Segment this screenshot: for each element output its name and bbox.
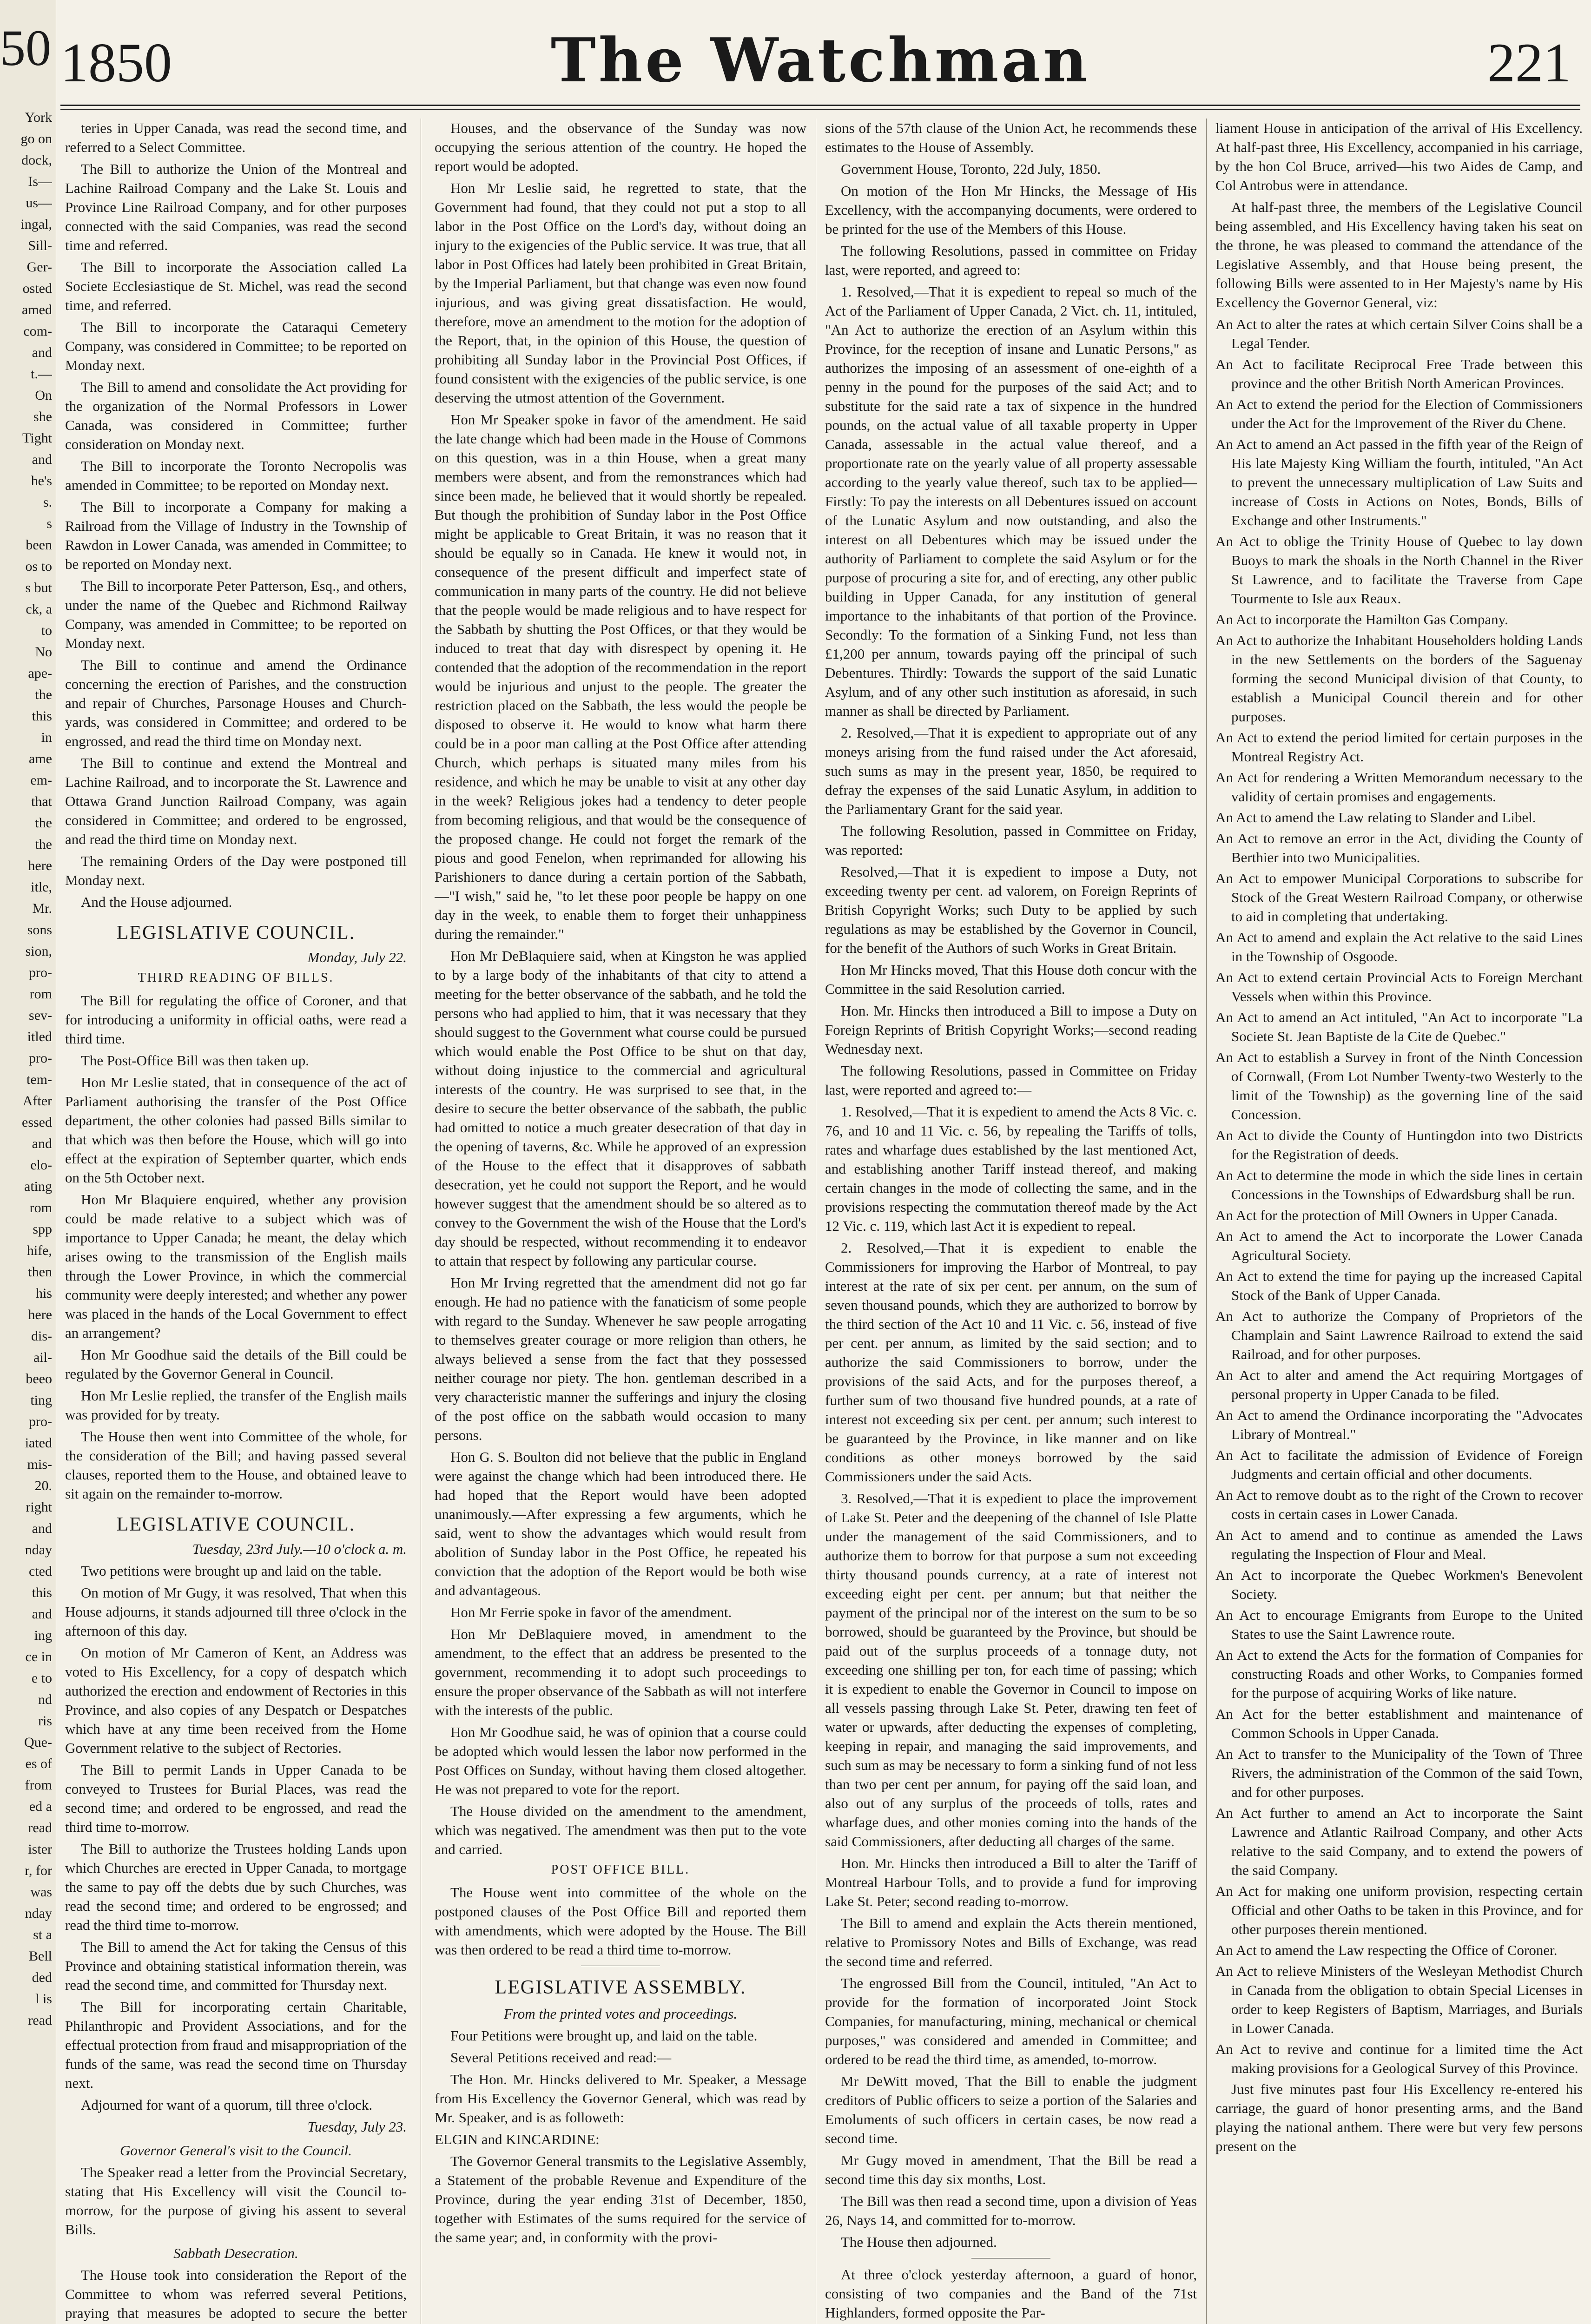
paragraph: On motion of Mr Cameron of Kent, an Address was voted to His Excellency, for a copy of despatch which authorized the erection and endowment of Rectories in this Province, and also copies of any Despatch or Despatches which have at any time been received from the Home Government relative to the subject of Rectories.: [65, 1644, 407, 1756]
gutter-fragment: elo-: [30, 1157, 52, 1173]
gutter-fragment: ail-: [33, 1350, 52, 1365]
gutter-fragment: pro-: [29, 965, 52, 980]
paragraph: Hon. Mr. Hincks then introduced a Bill to alter the Tariff of Montreal Harbour Tolls, and to provide a fund for improving Lake St. Peter; second reading to-morrow.: [825, 1855, 1197, 1909]
gutter-fragment: was: [30, 1884, 52, 1900]
act-list-item: An Act to amend the Law respecting the Office of Coroner.: [1215, 1942, 1558, 1958]
act-list-item: An Act to authorize the Company of Proprietors of the Champlain and Saint Lawrence Railroad to extend the said Railroad, and for other purposes.: [1215, 1308, 1583, 1362]
act-list-item: An Act to incorporate the Hamilton Gas Company.: [1215, 611, 1508, 627]
act-list-item: An Act for rendering a Written Memorandum necessary to the validity of certain promises and engagements.: [1215, 769, 1583, 805]
gutter-fragment: here: [28, 858, 52, 873]
gutter-fragment: ting: [30, 1393, 52, 1408]
act-list-item: An Act to facilitate the admission of Evidence of Foreign Judgments and certain official and other documents.: [1215, 1447, 1583, 1482]
masthead-rule: [60, 105, 1580, 106]
paragraph: The Bill to incorporate the Association called La Societe Ecclesiastique de St. Michel, was read the second time, and referred.: [65, 259, 407, 313]
paragraph: Four Petitions were brought up, and laid on the table.: [450, 2027, 758, 2044]
gutter-fragment: ame: [29, 751, 52, 766]
act-list-item: An Act to relieve Ministers of the Wesleyan Methodist Church in Canada from the obligation to obtain Special Licenses in order to keep Registers of Baptism, Marriages, and Burials in Lower Canada.: [1215, 1963, 1583, 2036]
gutter-fragment: Bell: [29, 1948, 52, 1964]
gutter-fragment: nday: [25, 1542, 52, 1558]
section-subtitle: From the printed votes and proceedings.: [503, 2006, 738, 2022]
gutter-fragment: go on: [20, 131, 52, 146]
gutter-fragment: in: [41, 730, 52, 745]
act-list-item: An Act to amend the Ordinance incorporating the "Advocates Library of Montreal.": [1215, 1407, 1583, 1442]
act-list-item: An Act to amend the Law relating to Slander and Libel.: [1215, 809, 1536, 825]
gutter-fragment: essed: [22, 1115, 52, 1130]
column-divider: [1206, 119, 1207, 2324]
paragraph: Government House, Toronto, 22d July, 1850.: [841, 161, 1101, 177]
gutter-fragment: itled: [27, 1029, 52, 1044]
act-list-item: An Act to establish a Survey in front of the Ninth Concession of Cornwall, (From Lot Number Twenty-two Westerly to the limit of the Township) as the governing line of the said Concession.: [1215, 1049, 1583, 1122]
gutter-fragment: itle,: [31, 879, 52, 895]
act-list-item: An Act to remove an error in the Act, dividing the County of Berthier into two Municipalities.: [1215, 830, 1583, 865]
act-list-item: An Act to determine the mode in which the side lines in certain Concessions in the Townships of Edwardsburg shall be run.: [1215, 1167, 1583, 1202]
act-list-item: An Act to remove doubt as to the right of the Crown to recover costs in certain cases in Lower Canada.: [1215, 1487, 1583, 1522]
dateline: Tuesday, July 23.: [307, 2119, 407, 2135]
act-list-item: An Act for making one uniform provision, respecting certain Official and other Oaths to be taken in this Province, and for other purposes therein mentioned.: [1215, 1883, 1583, 1937]
gutter-fragment: Tight: [22, 430, 52, 446]
gutter-fragment: No: [35, 644, 52, 660]
paragraph: Hon Mr Leslie said, he regretted to state, that the Government had found, that they could not put a stop to all labor in the Post Office on the Lord's day, without doing an injury to the exigencies of the Public service. It was true, that all labor in Post Offices had lately been prohibited in Great Britain, by the Imperial Parliament, but that change was even now found injurious, and was giving great dissatisfaction. He would, therefore, move an amendment to the motion for the adoption of the Report, that, in the opinion of this House, the question of prohibiting all Sunday labor in the Provincial Post Offices, if found consistent with the exigencies of the public service, is one deserving the utmost attention of the Government.: [435, 180, 806, 406]
paragraph: Hon G. S. Boulton did not believe that the public in England were against the change which had been introduced there. He had hoped that the Report would have been adopted unanimously.—After expressing a few arguments, which he said, went to show the advantages which would result from abolition of Sunday labor in the Post Office, he repeated his conviction that the adoption of the Report would be both wise and advantageous.: [435, 1449, 806, 1598]
gutter-fragment: to: [41, 623, 52, 638]
paragraph: The Bill to amend and consolidate the Act providing for the organization of the Normal Professors in Lower Canada, was considered in Committee; further consideration on Monday next.: [65, 379, 407, 452]
gutter-fragment: then: [28, 1264, 52, 1280]
gutter-fragment: the: [35, 687, 52, 702]
act-list-item: An Act to amend an Act intituled, "An Act to incorporate "La Societe St. Jean Baptiste de la Cite de Quebec.": [1215, 1009, 1583, 1044]
paragraph: The House took into consideration the Report of the Committee to whom was referred several Petitions, praying that measures be adopted to secure the better: [65, 2267, 407, 2321]
act-list-item: An Act to authorize the Inhabitant Householders holding Lands in the new Settlements on the borders of the Saguenay forming the second Municipal division of that County, to establish a Municipal Council therein and for other purposes.: [1215, 632, 1583, 725]
gutter-fragment: dis-: [31, 1328, 52, 1344]
gutter-fragment: right: [26, 1499, 52, 1515]
paragraph: liament House in anticipation of the arrival of His Excellency. At half-past three, His Excellency, accompanied in his carriage, by the hon Col Bruce, arrived—his two Aides de Camp, and Col Antrobus were in attendance.: [1215, 120, 1583, 193]
paragraph: 2. Resolved,—That it is expedient to appropriate out of any moneys arising from the fund raised under the Act aforesaid, such sums as may in the present year, 1850, be required to defray the expenses of the said Lunatic Asylum, in addition to the Parliamentary Grant for the said year.: [825, 725, 1197, 817]
act-list-item: An Act to extend certain Provincial Acts to Foreign Merchant Vessels when within this Province.: [1215, 969, 1583, 1004]
gutter-fragment: York: [25, 110, 52, 125]
section-heading: LEGISLATIVE COUNCIL.: [116, 922, 356, 944]
gutter-fragment: ded: [32, 1970, 52, 1985]
paragraph: The Bill to incorporate the Cataraqui Cemetery Company, was considered in Committee; to be reported on Monday next.: [65, 319, 407, 373]
paragraph: 1. Resolved,—That it is expedient to repeal so much of the Act of the Parliament of Upper Canada, 2 Vict. ch. 11, intituled, "An Act to authorize the erection of an Asylum within this Province, for the reception of insane and Lunatic Persons," as authorizes the imposing of an assessment of one-eighth of a penny in the pound for the purposes of the said Act; and to substitute for the said rate a tax of sixpence in the hundred pounds, on the actual value of all taxable property in Upper Canada, assessable in the actual value thereof, and a proportionate rate on the yearly value of all property assessable according to the yearly value thereof, such tax to be applied—Firstly: To pay the interests on all Debentures issued on account of the Lunatic Asylum and now outstanding, and also the interest on all Debentures which may be issued under the authority of Parliament to complete the said Asylum or for the purpose of procuring a site for, and of erecting, any other public building in Upper Canada, for any institution of general importance to the inhabitants of that portion of the Province. Secondly: To the formation of a Sinking Fund, not less than £1,200 per annum, towards paying off the principal of such Debentures. Thirdly: Towards the support of the said Lunatic Asylum, and of any other such institution as aforesaid, in such manner as shall be directed by Parliament.: [825, 284, 1197, 719]
act-list-item: An Act to alter and amend the Act requiring Mortgages of personal property in Upper Canada to be filed.: [1215, 1367, 1583, 1402]
newspaper-title: The Watchman: [550, 25, 1090, 96]
gutter-fragment: s but: [25, 580, 52, 595]
paragraph: Mr Gugy moved in amendment, That the Bill be read a second time this day six months, Lost.: [825, 2152, 1197, 2187]
paragraph: Hon Mr DeBlaquiere said, when at Kingston he was applied to by a large body of the inhabitants of that city to attend a meeting for the better observance of the sabbath, and he told the persons who had applied to him, that it was necessary that they should suggest to the Government what course could be pursued which would enable the Post Office to be shut on that day, without doing injustice to the commercial and agricultural interests of the country. He was surprised to see that, in the desire to secure the better observance of the sabbath, the public had omitted to notice a much greater desecration of that day in the opening of taverns, &c. While he approved of an expression of the House to the effect that it disapproves of sabbath desecration, yet he could not support the Report, and he would however suggest that the amendment should be so altered as to convey to the Government the wish of the House that the Lord's day should be respected, without recommending it to endeavor to attain that respect by following any particular course.: [435, 948, 806, 1269]
act-list-item: An Act further to amend an Act to incorporate the Saint Lawrence and Atlantic Railroad Company, and other Acts relative to the said Company, and to extend the powers of the said Company.: [1215, 1805, 1583, 1878]
act-list-item: An Act to amend and to continue as amended the Laws regulating the Inspection of Flour and Meal.: [1215, 1527, 1583, 1562]
gutter-fragment: that: [31, 794, 52, 809]
section-heading: LEGISLATIVE COUNCIL.: [116, 1514, 356, 1535]
gutter-fragment: st a: [33, 1927, 52, 1942]
gutter-fragment: beeo: [26, 1371, 52, 1386]
gutter-fragment: read: [28, 2013, 52, 2028]
act-list-item: An Act to encourage Emigrants from Europe to the United States to use the Saint Lawrence route.: [1215, 1607, 1583, 1642]
gutter-fragment: ris: [38, 1713, 52, 1729]
paragraph: The remaining Orders of the Day were postponed till Monday next.: [65, 853, 407, 888]
page-number: 221: [1487, 32, 1571, 93]
column-4: [1215, 119, 1583, 2324]
paragraph: The Bill to authorize the Trustees holding Lands upon which Churches are erected in Upper Canada, to mortgage the same to pay off the debts due by such Churches, was read the second time; and ordered to be engrossed; and read the third time to-morrow.: [65, 1841, 407, 1933]
act-list-item: An Act to incorporate the Quebec Workmen's Benevolent Society.: [1215, 1567, 1583, 1602]
paragraph: The Bill for incorporating certain Charitable, Philanthropic and Provident Associations, and for the effectual protection from fraud and misappropriation of the funds of the same, was read the second time on Thursday next.: [65, 1999, 407, 2091]
section-subtitle: Governor General's visit to the Council.: [119, 2142, 352, 2159]
paragraph: The Bill to continue and amend the Ordinance concerning the erection of Parishes, and the construction and repair of Churches, Parsonage Houses and Church-yards, was considered in Committee; and ordered to be engrossed, and read the third time on Monday next.: [65, 657, 407, 749]
gutter-fragment: read: [28, 1820, 52, 1835]
paragraph: Mr DeWitt moved, That the Bill to enable the judgment creditors of Public officers to seize a portion of the Salaries and Emoluments of such officers in certain cases, be now read a second time.: [825, 2073, 1197, 2146]
gutter-fragment: hife,: [26, 1243, 52, 1258]
act-list-item: An Act to alter the rates at which certain Silver Coins shall be a Legal Tender.: [1215, 316, 1583, 351]
paragraph: On motion of Mr Gugy, it was resolved, That when this House adjourns, it stands adjourned till three o'clock in the afternoon of this day.: [65, 1585, 407, 1639]
paragraph: The Bill to permit Lands in Upper Canada to be conveyed to Trustees for Burial Places, was read the second time; and ordered to be engrossed, and read the third time to-morrow.: [65, 1762, 407, 1835]
column-3: [825, 119, 1197, 2324]
gutter-fragment: Sill-: [28, 238, 52, 253]
gutter-fragment: On: [35, 388, 52, 403]
paragraph: The engrossed Bill from the Council, intituled, "An Act to provide for the formation of incorporated Joint Stock Companies, for manufacturing, mining, mechanical or chemical purposes," was considered and amended in Committee; and ordered to be read the third time, as amended, to-morrow.: [825, 1975, 1197, 2067]
paragraph: Hon Mr Leslie replied, the transfer of the English mails was provided for by treaty.: [65, 1387, 407, 1423]
gutter-fragment: the: [35, 815, 52, 831]
gutter-fragment: she: [33, 409, 52, 424]
gutter-fragment: e to: [31, 1670, 52, 1686]
paragraph: Hon Mr Speaker spoke in favor of the amendment. He said the late change which had been made in the House of Commons on this question, was in a thin House, when a great many members were absent, and from the remonstrances which had since been made, he believed that it would shortly be repealed. But though the prohibition of Sunday labor in the Post Office might be applicable to Great Britain, it was no reason that it should be equally so in Canada. He knew it would not, in consequence of the present difficult and imperfect state of communication in many parts of the country. He did not believe that the people would be made religious and to have respect for the Sabbath by shutting the Post Offices, or that they would be induced to treat that day with disrespect by opening it. He contended that the adoption of the recommendation in the report would be injurious and unjust to the people. The greater the restriction placed on the Sabbath, the less would the people be disposed to observe it. He would to know what harm there could be in a poor man calling at the Post Office after attending Church, which perhaps is situated many miles from his residence, and which he may be unable to visit at any other day in the week? Religious jokes had a tendency to deter people from becoming religious, and that would be the consequence of the proposed change. He could not forget the remark of the pious and good Fenelon, when reprimanded for allowing his Parishioners to dance during a certain portion of the Sabbath,—"I wish," said he, "to let these poor people be happy on one day in the week, to enable them to forget their unhappiness during the remainder.": [435, 411, 806, 942]
gutter-fragment: em-: [30, 772, 52, 788]
section-heading: LEGISLATIVE ASSEMBLY.: [495, 1977, 746, 1998]
gutter-fragment: ingal,: [20, 217, 52, 232]
paragraph: The Bill to incorporate the Toronto Necropolis was amended in Committee; to be reported on Monday next.: [65, 458, 407, 493]
act-list-item: An Act to oblige the Trinity House of Quebec to lay down Buoys to mark the shoals in the North Channel in the River St Lawrence, and to facilitate the Traverse from Cape Tourmente to Isle aux Reaux.: [1215, 533, 1583, 607]
act-list-item: An Act to extend the time for paying up the increased Capital Stock of the Bank of Upper Canada.: [1215, 1268, 1583, 1303]
paragraph: The Bill to incorporate Peter Patterson, Esq., and others, under the name of the Quebec and Richmond Railway Company, was amended in Committee; to be reported on Monday next.: [65, 578, 407, 651]
gutter-fragment: Ger-: [26, 259, 52, 275]
gutter-fragment: ce in: [25, 1649, 52, 1664]
gutter-fragment: ape-: [28, 666, 52, 681]
gutter-fragment: from: [25, 1777, 52, 1793]
paragraph: The House then adjourned.: [841, 2234, 997, 2250]
paragraph: Hon Mr Leslie stated, that in consequence of the act of Parliament authorising the transfer of the Post Office department, the other colonies had passed Bills similar to that which was then before the House, which will go into effect at the expiration of September quarter, which ends on the 5th October next.: [65, 1074, 407, 1186]
paragraph: Adjourned for want of a quorum, till three o'clock.: [81, 2097, 373, 2113]
paragraph: 1. Resolved,—That it is expedient to amend the Acts 8 Vic. c. 76, and 10 and 11 Vic. c. 56, by repealing the Tariffs of tolls, rates and wharfage dues established by the last mentioned Act, and establishing another Tariff instead thereof, and making certain changes in the mode of collecting the same, and in the provisions respecting the commutation thereof made by the Act 12 Vic. c. 119, which last Act it is expedient to repeal.: [825, 1103, 1197, 1234]
paragraph: The House went into committee of the whole on the postponed clauses of the Post Office Bill and reported them with amendments, which were adopted by the House. The Bill was then ordered to be read a third time to-morrow.: [435, 1884, 806, 1958]
paragraph: Hon Mr Blaquiere enquired, whether any provision could be made relative to a subject which was of importance to Upper Canada; he meant, the delay which arises owing to the transmission of the English mails through the Lower Province, in which the commercial community were deeply interested; and whether any power was placed in the hands of the Local Government to effect an arrangement?: [65, 1191, 407, 1341]
gutter-fragment: and: [32, 1521, 52, 1536]
gutter-fragment: us—: [26, 195, 52, 211]
paragraph: Hon Mr Goodhue said the details of the Bill could be regulated by the Governor General in Council.: [65, 1347, 407, 1382]
gutter-fragment: ed a: [29, 1799, 52, 1814]
masthead: [60, 9, 1580, 102]
gutter-fragment: iated: [25, 1435, 52, 1451]
paragraph: Hon Mr DeBlaquiere moved, in amendment to the amendment, to the effect that an address be presented to the government, recommending it to adopt such proceedings to ensure the proper observance of the Sabbath as will not interfere with the interests of the public.: [435, 1626, 806, 1718]
paragraph: The Bill to amend the Act for taking the Census of this Province and obtaining statistical information therein, was read the second time, and committed for Thursday next.: [65, 1939, 407, 1993]
act-list-item: An Act to extend the period for the Election of Commissioners under the Act for the Improvement of the River du Chene.: [1215, 396, 1583, 431]
gutter-fragment: rom: [29, 986, 52, 1002]
act-list-item: An Act to amend the Act to incorporate the Lower Canada Agricultural Society.: [1215, 1228, 1583, 1263]
gutter-fragment: dock,: [21, 152, 52, 168]
gutter-fragment: s: [46, 516, 52, 531]
paragraph: On motion of the Hon Mr Hincks, the Message of His Excellency, with the accompanying documents, were ordered to be printed for the use of the Members of this House.: [825, 183, 1197, 237]
gutter-fragment: ing: [34, 1628, 52, 1643]
paragraph: Hon Mr Ferrie spoke in favor of the amendment.: [450, 1604, 732, 1620]
column-2: [435, 119, 806, 2324]
subsection-heading: THIRD READING OF BILLS.: [138, 971, 334, 985]
gutter-fragment: 20.: [34, 1478, 52, 1493]
dateline: Tuesday, 23rd July.—10 o'clock a. m.: [192, 1541, 407, 1557]
paragraph: The Governor General transmits to the Legislative Assembly, a Statement of the probable Revenue and Expenditure of the Province, during the year ending 31st of December, 1850, together with Estimates of the sums required for the service of the same year; and, in conformity with the provi-: [435, 2153, 806, 2245]
gutter-fragment: osted: [22, 281, 52, 296]
gutter-fragment: the: [35, 837, 52, 852]
adjacent-page-gutter: [0, 0, 56, 2324]
gutter-fragment: this: [32, 708, 52, 724]
gutter-fragment: Mr.: [32, 901, 52, 916]
act-list-item: An Act to amend and explain the Act relative to the said Lines in the Township of Osgoode.: [1215, 929, 1583, 964]
gutter-fragment: r, for: [25, 1863, 52, 1878]
gutter-fragment: nd: [38, 1692, 52, 1707]
paragraph: The House divided on the amendment to the amendment, which was negatived. The amendment was then put to the vote and carried.: [435, 1803, 806, 1857]
dateline: Monday, July 22.: [307, 949, 407, 965]
gutter-fragment: Is—: [28, 174, 52, 189]
gutter-fragment: and: [32, 1606, 52, 1622]
paragraph: The Post-Office Bill was then taken up.: [81, 1052, 310, 1069]
paragraph: 2. Resolved,—That it is expedient to enable the Commissioners for improving the Harbor of Montreal, to pay interest at the rate of six per cent. per annum, on the sum of seven thousand pounds, which they are authorized to borrow by the third section of the Act 10 and 11 Vic. c. 56, instead of five per cent. per annum, as limited by the said section; and to authorize the said Commissioners to borrow, under the provisions of the said Acts, and for the purposes thereof, a further sum of two thousand five hundred pounds, at a rate of interest not exceeding six per cent. per annum; such interest to be guaranteed by the Province, in like manner and on like conditions as other moneys borrowed by the said Commissioners under the said Acts.: [825, 1240, 1197, 1485]
paragraph: The following Resolutions, passed in Committee on Friday last, were reported and agreed to:—: [825, 1063, 1197, 1098]
act-list-item: An Act to amend an Act passed in the fifth year of the Reign of His late Majesty King William the fourth, intituled, "An Act to prevent the unnecessary multiplication of Law Suits and increase of Costs in Actions on Notes, Bonds, Bills of Exchange and other Instruments.": [1215, 436, 1583, 528]
gutter-fragment: After: [22, 1093, 52, 1109]
paragraph: The House then went into Committee of the whole, for the consideration of the Bill; and having passed several clauses, reported them to the House, and obtained leave to sit again on the remainder to-morrow.: [65, 1428, 407, 1502]
paragraph: Resolved,—That it is expedient to impose a Duty, not exceeding twenty per cent. ad valorem, on Foreign Reprints of British Copyright Works; such Duty to be applied by such regulations as may be established by the Governor in Council, for the benefit of the Authors of such Works in Great Britain.: [825, 864, 1197, 956]
masthead-year: 1850: [60, 32, 172, 93]
gutter-fragment: sons: [27, 922, 52, 938]
gutter-fragment: and: [32, 1136, 52, 1151]
gutter-fragment: mis-: [27, 1457, 52, 1472]
gutter-fragment: and: [32, 345, 52, 360]
gutter-fragment: es of: [25, 1756, 52, 1771]
gutter-fragment: os to: [25, 559, 52, 574]
adjacent-page-number: 50: [0, 20, 51, 76]
paragraph: Several Petitions received and read:—: [450, 2049, 672, 2066]
paragraph: The following Resolution, passed in Committee on Friday, was reported:: [825, 823, 1197, 858]
paragraph: Hon Mr Irving regretted that the amendment did not go far enough. He had no patience with the fanaticism of some people with regard to the Sunday. Whenever he saw people arrogating to themselves greater courage or more religion than others, he always believed a sense from the fact that they possessed neither courage nor piety. The hon. gentleman described in a very characteristic manner the sufferings and injury the closing of the post office on the sabbath would occasion to many persons.: [435, 1274, 806, 1443]
gutter-fragment: com-: [23, 324, 52, 339]
section-subtitle: Sabbath Desecration.: [173, 2245, 298, 2261]
paragraph: The Bill to authorize the Union of the Montreal and Lachine Railroad Company and the Lake St. Louis and Province Line Railroad Company, and for other purposes connected with the said Companies, was read the second time and referred.: [65, 161, 407, 253]
act-list-item: An Act to empower Municipal Corporations to subscribe for Stock of the Great Western Railroad Company, or otherwise to aid in completing that undertaking.: [1215, 870, 1583, 924]
paragraph: The Bill to incorporate a Company for making a Railroad from the Village of Industry in the Township of Rawdon in Lower Canada, was amended in Committee; to be reported on Monday next.: [65, 499, 407, 572]
gutter-fragment: Que-: [24, 1735, 52, 1750]
gutter-fragment: l is: [35, 1991, 52, 2007]
paragraph: The following Resolutions, passed in committee on Friday last, were reported, and agreed to:: [825, 243, 1197, 278]
paragraph: At three o'clock yesterday afternoon, a guard of honor, consisting of two companies and the Band of the 71st Highlanders, formed opposite the Par-: [825, 2266, 1197, 2321]
gutter-fragment: spp: [33, 1221, 52, 1237]
act-list-item: An Act to transfer to the Municipality of the Town of Three Rivers, the administration of the Common of the said Town, and for other purposes.: [1215, 1746, 1583, 1800]
act-list-item: An Act to revive and continue for a limited time the Act making provisions for a Geological Survey of this Province.: [1215, 2041, 1583, 2076]
paragraph: Hon Mr Hincks moved, That this House doth concur with the Committee in the said Resolution carried.: [825, 962, 1197, 997]
act-list-item: An Act to extend the period limited for certain purposes in the Montreal Registry Act.: [1215, 729, 1583, 765]
gutter-fragment: nday: [25, 1906, 52, 1921]
gutter-fragment: he's: [31, 473, 52, 489]
gutter-fragment: sev-: [29, 1008, 52, 1023]
gutter-fragment: and: [32, 452, 52, 467]
gutter-fragment: amed: [22, 302, 52, 317]
paragraph: The Hon. Mr. Hincks delivered to Mr. Speaker, a Message from His Excellency the Governor General, which was read by Mr. Speaker, and is as followeth:: [435, 2071, 806, 2126]
masthead-rule-thin: [60, 109, 1580, 110]
paragraph: Two petitions were brought up and laid on the table.: [81, 1563, 382, 1579]
gutter-fragment: pro-: [29, 1414, 52, 1429]
paragraph: teries in Upper Canada, was read the second time, and referred to a Select Committee.: [65, 120, 407, 155]
paragraph: 3. Resolved,—That it is expedient to place the improvement of Lake St. Peter and the deepening of the channel of Isle Platte under the management of the said Commissioners, and to authorize them to borrow for that purpose a sum not exceeding thirty thousand pounds currency, at a rate of interest not exceeding eight per cent. per annum; but that neither the payment of the principal nor of the interest on the sum to be so borrowed, should be guaranteed by the Province, but should be paid out of the surplus proceeds of a tonnage duty, not exceeding one shilling per ton, for each time of passing; which it is expedient to enable the Governor in Council to impose on all vessels passing through Lake St. Peter, drawing ten feet of water or upwards, after deducting the expenses of completing, keeping in repair, and managing the said improvements, and such sum as may be necessary to form a sinking fund of not less than two per cent per annum, for paying off the said loan, and also out of any surplus of the proceeds of tolls, rates and wharfage dues, and other monies coming into the hands of the said Commissioners, after deducting all charges of the same.: [825, 1490, 1197, 1849]
paragraph: Hon Mr Goodhue said, he was of opinion that a course could be adopted which would lessen the labor now performed in the Post Offices on Sunday, without having them closed altogether. He was not prepared to vote for the report.: [435, 1724, 806, 1797]
gutter-fragment: t.—: [31, 366, 52, 382]
gutter-fragment: rom: [29, 1200, 52, 1215]
gutter-fragment: tem-: [26, 1072, 52, 1087]
act-list-item: An Act for the protection of Mill Owners in Upper Canada.: [1215, 1207, 1558, 1223]
paragraph: Hon. Mr. Hincks then introduced a Bill to impose a Duty on Foreign Reprints of British Copyright Works;—second reading Wednesday next.: [825, 1003, 1197, 1057]
gutter-fragment: here: [28, 1307, 52, 1322]
column-1: [65, 119, 407, 2324]
paragraph: sions of the 57th clause of the Union Act, he recommends these estimates to the House of Assembly.: [825, 120, 1197, 155]
gutter-fragment: been: [26, 537, 52, 553]
adjacent-page-fragments: [4, 107, 52, 2031]
gutter-fragment: this: [32, 1585, 52, 1600]
gutter-fragment: his: [35, 1286, 52, 1301]
subsection-heading: POST OFFICE BILL.: [551, 1862, 690, 1877]
gutter-fragment: cted: [29, 1564, 52, 1579]
paragraph: The Bill to continue and extend the Montreal and Lachine Railroad, and to incorporate the St. Lawrence and Ottawa Grand Junction Railroad Company, was again considered in Committee; and ordered to be engrossed, and read the third time on Monday next.: [65, 755, 407, 847]
paragraph: ELGIN and KINCARDINE:: [435, 2131, 600, 2147]
act-list-item: An Act to facilitate Reciprocal Free Trade between this province and the other British North American Provinces.: [1215, 356, 1583, 391]
act-list-item: An Act for the better establishment and maintenance of Common Schools in Upper Canada.: [1215, 1706, 1583, 1741]
gutter-fragment: s.: [43, 495, 52, 510]
paragraph: Houses, and the observance of the Sunday was now occupying the serious attention of the country. He hoped the report would be adopted.: [435, 120, 806, 174]
paragraph: The Bill was then read a second time, upon a division of Yeas 26, Nays 14, and committed for to-morrow.: [825, 2193, 1197, 2228]
gutter-fragment: sion,: [25, 944, 52, 959]
paragraph: The Bill for regulating the office of Coroner, and that for introducing a uniformity in official oaths, were read a third time.: [65, 992, 407, 1047]
paragraph: At half-past three, the members of the Legislative Council being assembled, and His Excellency having taken his seat on the throne, he was pleased to command the attendance of the Legislative Assembly, and that House being present, the following Bills were assented to in Her Majesty's name by His Excellency the Governor General, viz:: [1215, 199, 1583, 310]
gutter-fragment: ating: [24, 1179, 52, 1194]
paragraph: The Speaker read a letter from the Provincial Secretary, stating that His Excellency will visit the Council to-morrow, for the purpose of giving his assent to several Bills.: [65, 2164, 407, 2238]
gutter-fragment: ister: [28, 1842, 52, 1857]
paragraph: Just five minutes past four His Excellency re-entered his carriage, the guard of honor presenting arms, and the Band playing the national anthem. There were but very few persons present on the: [1215, 2081, 1583, 2154]
gutter-fragment: pro-: [29, 1050, 52, 1066]
paragraph: And the House adjourned.: [81, 894, 232, 910]
act-list-item: An Act to divide the County of Huntingdon into two Districts for the Registration of deeds.: [1215, 1127, 1583, 1162]
act-list-item: An Act to extend the Acts for the formation of Companies for constructing Roads and other Works, to Companies formed for the purpose of acquiring Works of like nature.: [1215, 1647, 1583, 1701]
gutter-fragment: ck, a: [26, 601, 52, 617]
paragraph: The Bill to amend and explain the Acts therein mentioned, relative to Promissory Notes and Bills of Exchange, was read the second time and referred.: [825, 1915, 1197, 1969]
